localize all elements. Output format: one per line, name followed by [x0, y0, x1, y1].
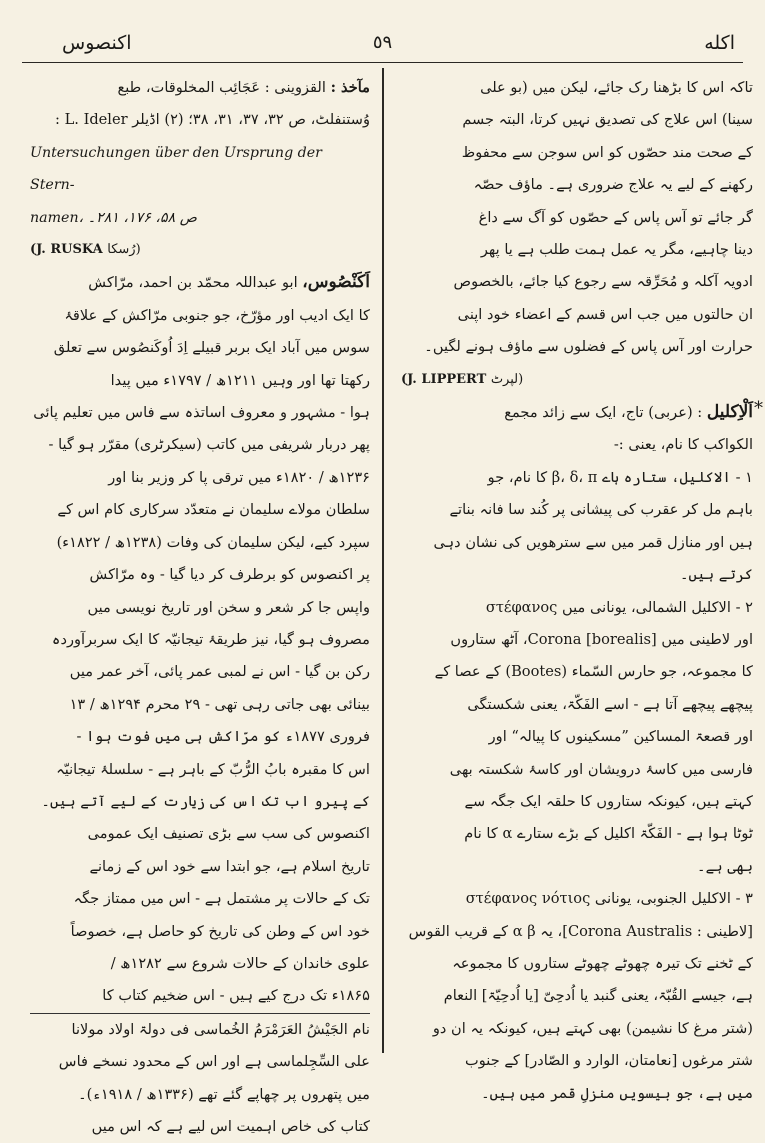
text-line: تاکہ اس کا بڑھنا رک جائے، لیکن میں (بو علی: [480, 79, 753, 96]
text-line: کہتے ہیں، کیونکہ ستاروں کا حلقہ ایک جگہ سے: [464, 792, 753, 810]
latin-citation: Untersuchungen über den Ursprung der Stern-: [30, 144, 322, 194]
entry-start: [30, 266, 370, 299]
left-column: [30, 72, 370, 1135]
text-line: [لاطینی : Corona Australis]، یہ α β کے قریب القوس: [408, 922, 753, 940]
text-line: (شتر مرغ کا نشیمن) بھی کہتے ہیں، کیونکہ یہ ان دو: [432, 1019, 753, 1037]
text-line: خود اس کے وطن کی تاریخ کو حاصل ہے، خصوصاً: [70, 922, 370, 940]
text-line: ہے، جیسے القُبّۃ، یعنی گنبد یا اُدحِیّ [یا اُدحِیّۃ] النعام: [443, 987, 753, 1005]
sources-label: مآخذ :: [330, 79, 370, 96]
signature-urdu: رُسکا): [107, 242, 141, 258]
running-head-right: اکله: [704, 32, 735, 54]
signature-latin: (J. LIPPERT: [401, 371, 487, 387]
text-line: شتر مرغوں [نعامتان، الوارد و الصّادر] کے جنوب: [465, 1052, 753, 1070]
text-line: نام الجَیْشُ العَرَمْرَمُ الخُماسی فی دولۃ اولاد مولانا: [71, 1020, 370, 1038]
page-header: [22, 18, 743, 63]
text-line: علی السِّجِلماسی ہے اور اس کے محدود نسخے فاس: [58, 1053, 370, 1071]
text-line: : (عربی) تاج، ایک سے زائد مجمع: [504, 404, 703, 422]
text-line: فروری ۱۸۷۷ء کو مرّاکش ہی میں فوت ہوا -: [76, 728, 370, 746]
text-line: باہم مل کر عقرب کی پیشانی پر کُند سا فانہ بناتے: [449, 501, 753, 519]
text-line: کے صحت مند حصّوں کو اس سوجن سے محفوظ: [461, 143, 753, 161]
text-line: سلطان مولاے سلیمان نے متعدّد سرکاری کام اس کے: [57, 501, 370, 519]
text-line: پھر دربار شریفی میں کاتب (سیکرٹری) مقرّر ہو گیا -: [48, 436, 370, 454]
text-line: ابو عبداللہ محمّد بن احمد، مرّاکش: [88, 274, 298, 292]
text-line: اور قصعۃ المساکین ”مسکینوں کا پیالہ“ اور: [488, 728, 753, 746]
text-line: تک کے حالات پر مشتمل ہے - اس میں ممتاز جگہ: [73, 890, 370, 908]
text-line: کے ٹخنے تک تیرہ چھوٹے چھوٹے ستاروں کا مجموعہ: [452, 954, 753, 972]
text-line: فارسی میں کاسۂ درویشان اور کاسۂ شکستہ بھی: [449, 760, 753, 778]
text-line: رکن بن گیا - اس نے لمبی عمر پائی، آخر عمر میں: [69, 663, 370, 681]
text-line: کا مجموعہ، جو حارس السّماء (Bootes) کے عصا کے: [434, 663, 753, 681]
text-line: مصروف ہو گیا، نیز طریقۂ تیجانیّہ کا ایک سربرآوردہ: [51, 630, 370, 648]
text-line: کتاب کی خاص اہمیت اس لیے ہے کہ اس میں: [91, 1118, 370, 1135]
text-line: سوس میں آباد ایک بربر قبیلے اِدَ اُوکَنصُوس سے تعلق: [53, 339, 370, 357]
text-line: کے پیرو اب تک اس کی زیارت کے لیے آتے ہیں۔: [41, 792, 370, 810]
text-line: اس کا مقبرہ بابُ الرُّبّ کے باہر ہے - سلسلۂ تیجانیّہ: [56, 760, 370, 778]
text-line: رکھتا تھا اور وہیں ۱۲۱۱ھ / ۱۷۹۷ء میں پیدا: [110, 371, 370, 389]
text-line: ۳ - الاکلیل الجنوبی، یونانی στέφανος νότιος: [465, 890, 753, 908]
text-line: ۱۲۳۶ھ / ۱۸۲۰ء میں ترقی پا کر وزیر بنا اور: [108, 468, 370, 486]
text-line: الکواکب کا نام، یعنی :-: [613, 436, 753, 454]
text-line: کا ایک ادیب اور مؤرّخ، جو جنوبی مرّاکش کے علاقۂ: [64, 306, 370, 324]
text-line: سینا) اس علاج کی تصدیق نہیں کرتا، البتہ جسم: [462, 111, 753, 129]
text-line: ۱۸۶۵ء تک درج کیے ہیں - اس ضخیم کتاب کا: [30, 980, 370, 1013]
author-signature: [30, 234, 370, 266]
author-signature: [401, 364, 753, 396]
entry-start: [401, 396, 753, 429]
text-line: اکنصوس کی سب سے بڑی تصنیف ایک عمومی: [87, 825, 370, 843]
text-line: رکھنے کے لیے یہ علاج ضروری ہے۔ ماؤف حصّہ: [473, 176, 753, 194]
text-line: القزوینی : عَجَائِب المخلوقات، طبع: [117, 79, 326, 96]
text-line: پیچھے پیچھے آتا ہے - اسے الفَکّۃ، یعنی شکستگی: [467, 695, 753, 713]
text-line: علوی خاندان کے حالات شروع سے ۱۲۸۲ھ /: [110, 954, 370, 972]
text-line: بینائی بھی جاتی رہی تھی - ۲۹ محرم ۱۲۹۴ھ / ۱۳: [69, 695, 370, 713]
sources-line: [30, 72, 370, 104]
text-line: ہوا - مشہور و معروف اساتذہ سے فاس میں تعلیم پائی: [33, 404, 370, 422]
right-column: [401, 72, 753, 1102]
text-line: سپرد کیے، لیکن سلیمان کی وفات (۱۲۳۸ھ / ۱۸۲۲ء): [56, 533, 370, 551]
text-line: اور لاطینی میں Corona [borealis]، آٹھ ستاروں: [450, 630, 753, 648]
text-line: تاریخ اسلام ہے، جو ابتدا سے خود اس کے زمانے: [89, 857, 370, 875]
text-line: بھی ہے۔: [697, 857, 753, 875]
text-line: ۲ - الاکلیل الشمالی، یونانی میں στέφανος: [485, 598, 753, 616]
entry-headword: اَلْاِکلیل: [706, 402, 753, 423]
text-line: وُستنفلٹ، ص ۳۲، ۳۷، ۳۱، ۳۸؛ (۲) اڈیلر L. Ideler :: [55, 111, 370, 129]
text-line: ٹوٹا ہوا ہے - الفَکّۃ اکلیل کے بڑے ستارے α کا نام: [464, 825, 753, 843]
text-line: پر اکنصوس کو برطرف کر دیا گیا - وہ مرّاکش: [89, 566, 370, 584]
column-divider: [382, 68, 384, 1053]
text-line: ہیں اور منازل قمر میں سے سترھویں کی نشان دہی: [433, 533, 753, 551]
asterisk-mark: *: [754, 398, 763, 419]
text-line: واپس جا کر شعر و سخن اور تاریخ نویسی میں: [87, 598, 370, 616]
page-number: ٥٩: [372, 32, 393, 53]
signature-latin: (J. RUSKA: [30, 242, 103, 258]
text-line: دینا چاہیے، مگر یہ عمل ہمت طلب ہے یا پھر: [480, 241, 753, 259]
text-line: ان حالتوں میں جب اس قسم کے اعضاء خود اپنی: [457, 305, 753, 323]
text-line: ادویہ آکلہ و مُحَرِّقہ سے رجوع کیا جائے، بالخصوص: [453, 273, 753, 291]
text-line: کرتے ہیں۔: [679, 566, 753, 584]
text-line: میں پتھروں پر چھاپے گئے تھے (۱۳۳۶ھ / ۱۹۱۸ء)۔: [78, 1085, 370, 1103]
text-line: ۱ - الاکلیل، ستارہ ہاے β، δ، π کا نام، جو: [487, 468, 753, 486]
text-line: حرارت اور آس پاس کے فضلوں سے ماؤف ہونے لگیں۔: [424, 338, 753, 356]
text-line: میں ہے، جو بیسویں منزلِ قمر میں ہیں۔: [481, 1084, 753, 1102]
signature-urdu: لپرٹ): [490, 371, 524, 387]
entry-headword: اَکَنْصُوس،: [302, 272, 370, 293]
text-line: گر جائے تو آس پاس کے حصّوں کو آگ سے داغ: [478, 208, 753, 226]
running-head-left: اکنصوس: [62, 32, 132, 54]
latin-citation: namen، ص ۵۸، ۱۷۶، ۲۸۱۔: [30, 209, 197, 226]
